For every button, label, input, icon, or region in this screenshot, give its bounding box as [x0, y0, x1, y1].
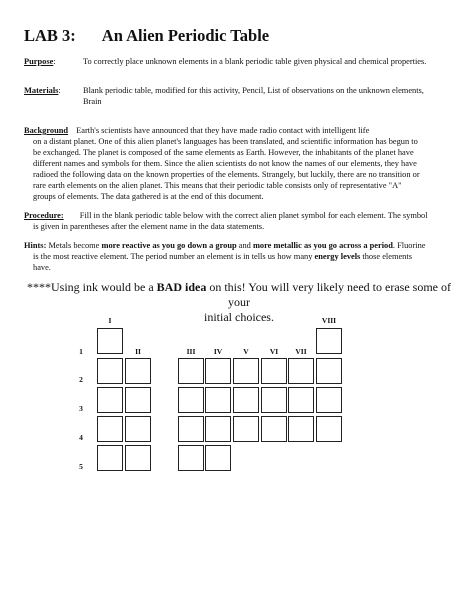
element-cell[interactable] [316, 416, 342, 442]
purpose-text: To correctly place unknown elements in a blank periodic table given physical and chemical properties. [83, 57, 427, 66]
period-label-3: 3 [79, 404, 83, 413]
hints-label: Hints [24, 241, 44, 250]
element-cell[interactable] [288, 358, 314, 384]
element-cell[interactable] [125, 358, 151, 384]
background-section: Background Earth's scientists have announced that they have made radio contact with intelligent life on a distant planet. One of this alien planet's languages has been translated, and scientific information has begun to be exchanged. The planet is composed of the same elements as Earth. However, the inhabitants of the planet have different names and symbols for them. Since the alien scientists do not know the names of our elements, they have radioed the following data on the known properties of the elements. Strangely, but luckily, there are no transition or rare earth elements on the alien planet. This means that their periodic table consists only of representative "A" groups of elements. The data gathered is at the end of this document. [24, 126, 420, 201]
ink-warning: ****Using ink would be a BAD idea on this! You will very likely need to erase some of your initial choices. [27, 280, 451, 324]
period-label-4: 4 [79, 433, 83, 442]
materials-label: Materials [24, 86, 59, 95]
group-label-1: I [108, 316, 112, 325]
period-label-2: 2 [79, 375, 83, 384]
element-cell[interactable] [125, 445, 151, 471]
purpose-section: Purpose: To correctly place unknown elements in a blank periodic table given physical and chemical properties. [24, 57, 427, 66]
element-cell[interactable] [205, 445, 231, 471]
element-cell[interactable] [233, 358, 259, 384]
element-cell[interactable] [316, 387, 342, 413]
purpose-label: Purpose [24, 57, 54, 66]
element-cell[interactable] [178, 387, 204, 413]
element-cell[interactable] [178, 445, 204, 471]
element-cell[interactable] [205, 416, 231, 442]
element-cell[interactable] [288, 387, 314, 413]
element-cell[interactable] [97, 416, 123, 442]
element-cell[interactable] [97, 387, 123, 413]
element-cell[interactable] [261, 387, 287, 413]
group-label-4: IV [213, 347, 223, 356]
group-label-5: V [243, 347, 249, 356]
group-label-2: II [135, 347, 141, 356]
period-label-1: 1 [79, 347, 83, 356]
element-cell[interactable] [288, 416, 314, 442]
procedure-label: Procedure: [24, 211, 64, 220]
element-cell[interactable] [261, 358, 287, 384]
background-label: Background [24, 126, 69, 135]
procedure-section: Procedure: Fill in the blank periodic table below with the correct alien planet symbol for each element. The symbol is given in parentheses after the element name in the data statements. [24, 211, 428, 231]
element-cell[interactable] [97, 358, 123, 384]
element-cell[interactable] [125, 387, 151, 413]
element-cell[interactable] [97, 328, 123, 354]
element-cell[interactable] [261, 416, 287, 442]
period-label-5: 5 [79, 462, 83, 471]
element-cell[interactable] [316, 328, 342, 354]
element-cell[interactable] [97, 445, 123, 471]
group-label-6: VI [269, 347, 279, 356]
hints-section: Hints: Metals become more reactive as you go down a group and more metallic as you go across a period. Fluorine is the most reactive element. The period number an element is in tells us how many energy levels those elements have. [24, 241, 426, 272]
element-cell[interactable] [178, 358, 204, 384]
materials-section: Materials: Blank periodic table, modified for this activity, Pencil, List of observations on the unknown elements, Brain [24, 86, 424, 106]
materials-text-line1: Blank periodic table, modified for this activity, Pencil, List of observations on the unknown elements, [83, 86, 424, 95]
element-cell[interactable] [233, 387, 259, 413]
lab-title: An Alien Periodic Table [101, 26, 270, 45]
element-cell[interactable] [125, 416, 151, 442]
element-cell[interactable] [205, 387, 231, 413]
element-cell[interactable] [316, 358, 342, 384]
group-label-3: III [186, 347, 196, 356]
group-label-8: VIII [321, 316, 337, 325]
lab-number: LAB 3: [24, 26, 76, 45]
group-label-7: VII [295, 347, 307, 356]
element-cell[interactable] [178, 416, 204, 442]
element-cell[interactable] [205, 358, 231, 384]
element-cell[interactable] [233, 416, 259, 442]
materials-text-line2: Brain [83, 97, 102, 106]
